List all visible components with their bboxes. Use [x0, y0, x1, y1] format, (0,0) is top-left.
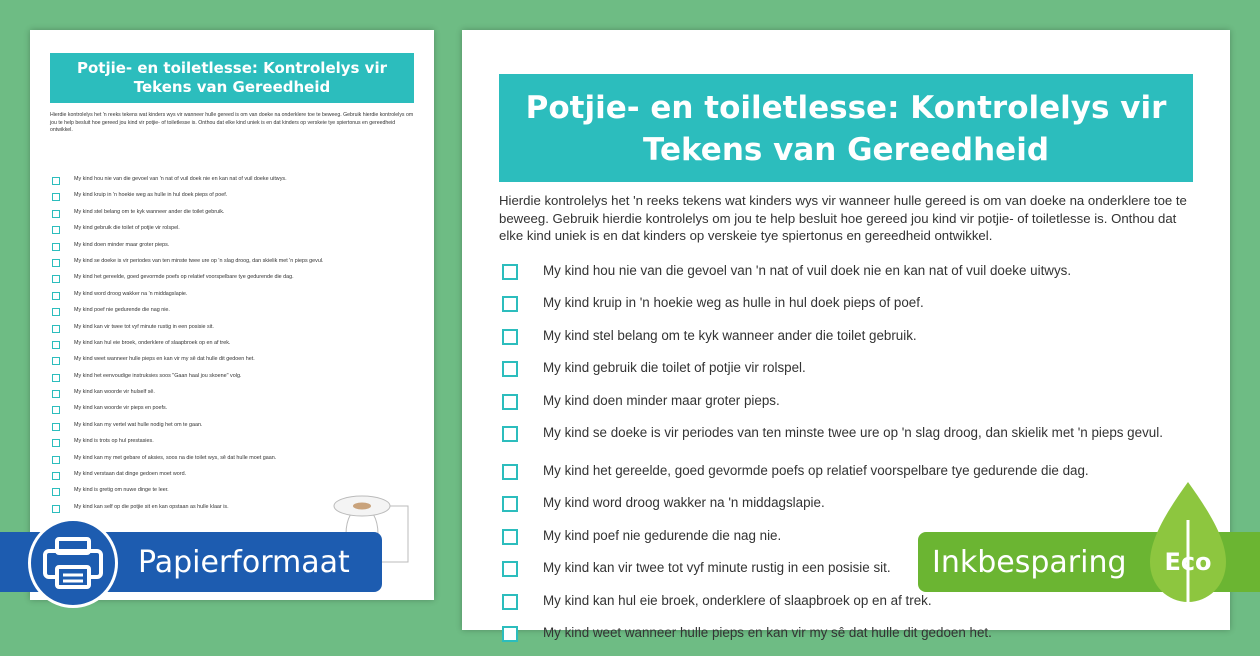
thumbnail-checklist-item — [50, 324, 380, 340]
thumbnail-page — [30, 30, 434, 600]
thumbnail-checklist-item-text: My kind stel belang om te kyk wanneer ander die toilet gebruik. — [74, 208, 225, 215]
ink-saving-label: Inkbesparing — [932, 545, 1127, 580]
checklist-item — [499, 262, 1199, 294]
checklist-item-text: My kind kan hul eie broek, onderklere of slaapbroek op en af trek. — [543, 592, 932, 608]
thumbnail-checklist-item-text: My kind kan hul eie broek, onderklere of slaapbroek op en af trek. — [74, 339, 231, 346]
checkbox-icon[interactable] — [502, 394, 518, 410]
checklist-item-text: My kind se doeke is vir periodes van ten minste twee ure op 'n slag droog, dan skielik met 'n pieps gevul. — [543, 424, 1163, 440]
thumbnail-checklist-item-text: My kind kan my vertel wat hulle nodig het om te gaan. — [74, 421, 203, 428]
checkbox-icon — [52, 456, 60, 464]
eco-tag: Eco — [1164, 548, 1212, 576]
thumbnail-checklist-item-text: My kind kan self op die potjie sit en kan opstaan as hulle klaar is. — [74, 503, 229, 510]
thumbnail-checklist-item-text: My kind verstaan dat dinge gedoen moet word. — [74, 471, 187, 478]
checkbox-icon — [52, 243, 60, 251]
thumbnail-checklist-item — [50, 209, 380, 225]
thumbnail-checklist-item — [50, 455, 380, 471]
thumbnail-checklist-item-text: My kind gebruik die toilet of potjie vir rolspel. — [74, 225, 180, 232]
checkbox-icon — [52, 472, 60, 480]
checkbox-icon[interactable] — [502, 561, 518, 577]
checkbox-icon — [52, 325, 60, 333]
printer-icon — [31, 521, 115, 605]
checklist-item-text: My kind het gereelde, goed gevormde poefs op relatief voorspelbare tye gedurende die dag. — [543, 462, 1089, 478]
thumbnail-checklist-item — [50, 192, 380, 208]
checkbox-icon[interactable] — [502, 529, 518, 545]
checkbox-icon[interactable] — [502, 329, 518, 345]
checkbox-icon — [52, 259, 60, 267]
checkbox-icon[interactable] — [502, 626, 518, 642]
thumbnail-checklist-item — [50, 356, 380, 372]
checklist — [499, 262, 1199, 656]
checklist-item — [499, 624, 1199, 656]
checklist-item-text: My kind hou nie van die gevoel van 'n nat of vuil doek nie en kan nat of vuil doeke uitwys. — [543, 263, 1072, 278]
checklist-item-text: My kind word droog wakker na 'n middagslapie. — [543, 495, 825, 511]
thumbnail-checklist-item — [50, 225, 380, 241]
thumbnail-checklist-item-text: My kind kruip in 'n hoekie weg as hulle in hul doek pieps of poef. — [74, 192, 228, 199]
checklist-item-text: My kind poef nie gedurende die nag nie. — [543, 527, 782, 543]
title-banner — [499, 74, 1193, 182]
checkbox-icon — [52, 406, 60, 414]
checklist-item-text: My kind doen minder maar groter pieps. — [543, 392, 780, 408]
thumbnail-checklist-item-text: My kind kan woorde vir pieps en poefs. — [74, 405, 168, 412]
checklist-item — [499, 494, 1199, 526]
thumbnail-title-line2: Tekens van Gereedheid — [133, 78, 331, 96]
checkbox-icon — [52, 308, 60, 316]
thumbnail-checklist-item — [50, 422, 380, 438]
checklist-item-text: My kind kan vir twee tot vyf minute rustig in een posisie sit. — [543, 560, 891, 576]
checklist-item-text: My kind kruip in 'n hoekie weg as hulle in hul doek pieps of poef. — [543, 295, 924, 311]
checklist-item-text: My kind weet wanneer hulle pieps en kan vir my sê dat hulle dit gedoen het. — [543, 624, 992, 640]
thumbnail-checklist-item-text: My kind is trots op hul prestasies. — [74, 438, 154, 445]
checklist-item-text: My kind stel belang om te kyk wanneer ander die toilet gebruik. — [543, 327, 917, 343]
title-line1: Potjie- en toiletlesse: Kontrolelys vir — [525, 90, 1167, 126]
thumbnail-checklist-item-text: My kind het gereelde, goed gevormde poefs op relatief voorspelbare tye gedurende die dag. — [74, 274, 294, 281]
thumbnail-checklist-item — [50, 242, 380, 258]
thumbnail-checklist — [50, 176, 380, 520]
thumbnail-checklist-item — [50, 438, 380, 454]
checkbox-icon — [52, 505, 60, 513]
thumbnail-checklist-item-text: My kind het eenvoudige instruksies soos "Gaan haal jou skoene" volg. — [74, 372, 242, 379]
checklist-item-text: My kind gebruik die toilet of potjie vir rolspel. — [543, 360, 806, 376]
thumbnail-checklist-item — [50, 176, 380, 192]
thumbnail-checklist-item-text: My kind poef nie gedurende die nag nie. — [74, 307, 170, 314]
checklist-item — [499, 327, 1199, 359]
checkbox-icon — [52, 439, 60, 447]
checkbox-icon — [52, 210, 60, 218]
checklist-item — [499, 392, 1199, 424]
checklist-item — [499, 592, 1199, 624]
checklist-item — [499, 294, 1199, 326]
checkbox-icon — [52, 292, 60, 300]
thumbnail-checklist-item — [50, 405, 380, 421]
thumbnail-checklist-item — [50, 340, 380, 356]
checkbox-icon[interactable] — [502, 426, 518, 442]
thumbnail-checklist-item — [50, 389, 380, 405]
printer-badge-circle — [28, 518, 118, 608]
checklist-item — [499, 462, 1199, 494]
thumbnail-checklist-item-text: My kind hou nie van die gevoel van 'n nat of vuil doek nie en kan nat of vuil doeke uitwys. — [74, 176, 287, 182]
checkbox-icon — [52, 423, 60, 431]
thumbnail-checklist-item — [50, 274, 380, 290]
thumbnail-checklist-item-text: My kind doen minder maar groter pieps. — [74, 241, 170, 248]
checkbox-icon — [52, 488, 60, 496]
intro-paragraph: Hierdie kontrolelys het 'n reeks tekens wat kinders wys vir wanneer hulle gereed is om van doeke na onderklere toe te beweeg. Gebruik hierdie kontrolelys om jou te help besluit hoe gereed jou kind vir potjie- of toiletlesse is. Onthou dat elke kind uniek is en dat kinders op verskeie tye spiertonus en gereedheid ontwikkel. — [499, 193, 1187, 243]
checkbox-icon — [52, 390, 60, 398]
title-line2: Tekens van Gereedheid — [642, 132, 1050, 168]
thumbnail-checklist-item-text: My kind se doeke is vir periodes van ten minste twee ure op 'n slag droog, dan skielik met 'n pieps gevul. — [74, 257, 324, 264]
checkbox-icon — [52, 177, 60, 185]
checkbox-icon — [52, 226, 60, 234]
thumbnail-checklist-item — [50, 471, 380, 487]
thumbnail-intro: Hierdie kontrolelys het 'n reeks tekens wat kinders wys vir wanneer hulle gereed is om van doeke na onderklere toe te beweeg. Gebruik hierdie kontrolelys om jou te help besluit hoe gereed jou kind vir potjie- of toiletlesse is. Onthou dat elke kind uniek is en dat kinders op verskeie tye spiertonus en gereedheid ontwikkel. — [50, 112, 414, 134]
paper-format-label: Papierformaat — [138, 545, 350, 580]
checkbox-icon[interactable] — [502, 361, 518, 377]
thumbnail-checklist-item — [50, 307, 380, 323]
checkbox-icon — [52, 341, 60, 349]
checkbox-icon — [52, 357, 60, 365]
checkbox-icon — [52, 275, 60, 283]
thumbnail-title-banner — [50, 53, 414, 103]
thumbnail-checklist-item-text: My kind word droog wakker na 'n middagslapie. — [74, 290, 188, 297]
thumbnail-checklist-item-text: My kind is gretig om nuwe dinge te leer. — [74, 487, 169, 494]
checkbox-icon[interactable] — [502, 496, 518, 512]
thumbnail-checklist-item — [50, 258, 380, 274]
checklist-item — [499, 359, 1199, 391]
checkbox-icon — [52, 193, 60, 201]
checkbox-icon[interactable] — [502, 464, 518, 480]
thumbnail-checklist-item — [50, 291, 380, 307]
thumbnail-checklist-item-text: My kind kan vir twee tot vyf minute rustig in een posisie sit. — [74, 323, 214, 330]
checkbox-icon — [52, 374, 60, 382]
thumbnail-checklist-item-text: My kind kan woorde vir hulself sê. — [74, 389, 155, 396]
checkbox-icon[interactable] — [502, 296, 518, 312]
thumbnail-title-line1: Potjie- en toiletlesse: Kontrolelys vir — [76, 59, 388, 77]
thumbnail-checklist-item-text: My kind weet wanneer hulle pieps en kan vir my sê dat hulle dit gedoen het. — [74, 356, 255, 363]
checkbox-icon[interactable] — [502, 594, 518, 610]
checkbox-icon[interactable] — [502, 264, 518, 280]
thumbnail-checklist-item-text: My kind kan my met gebare of aksies, soos na die toilet wys, sê dat hulle moet gaan. — [74, 454, 277, 461]
thumbnail-checklist-item — [50, 373, 380, 389]
checklist-item — [499, 424, 1199, 462]
